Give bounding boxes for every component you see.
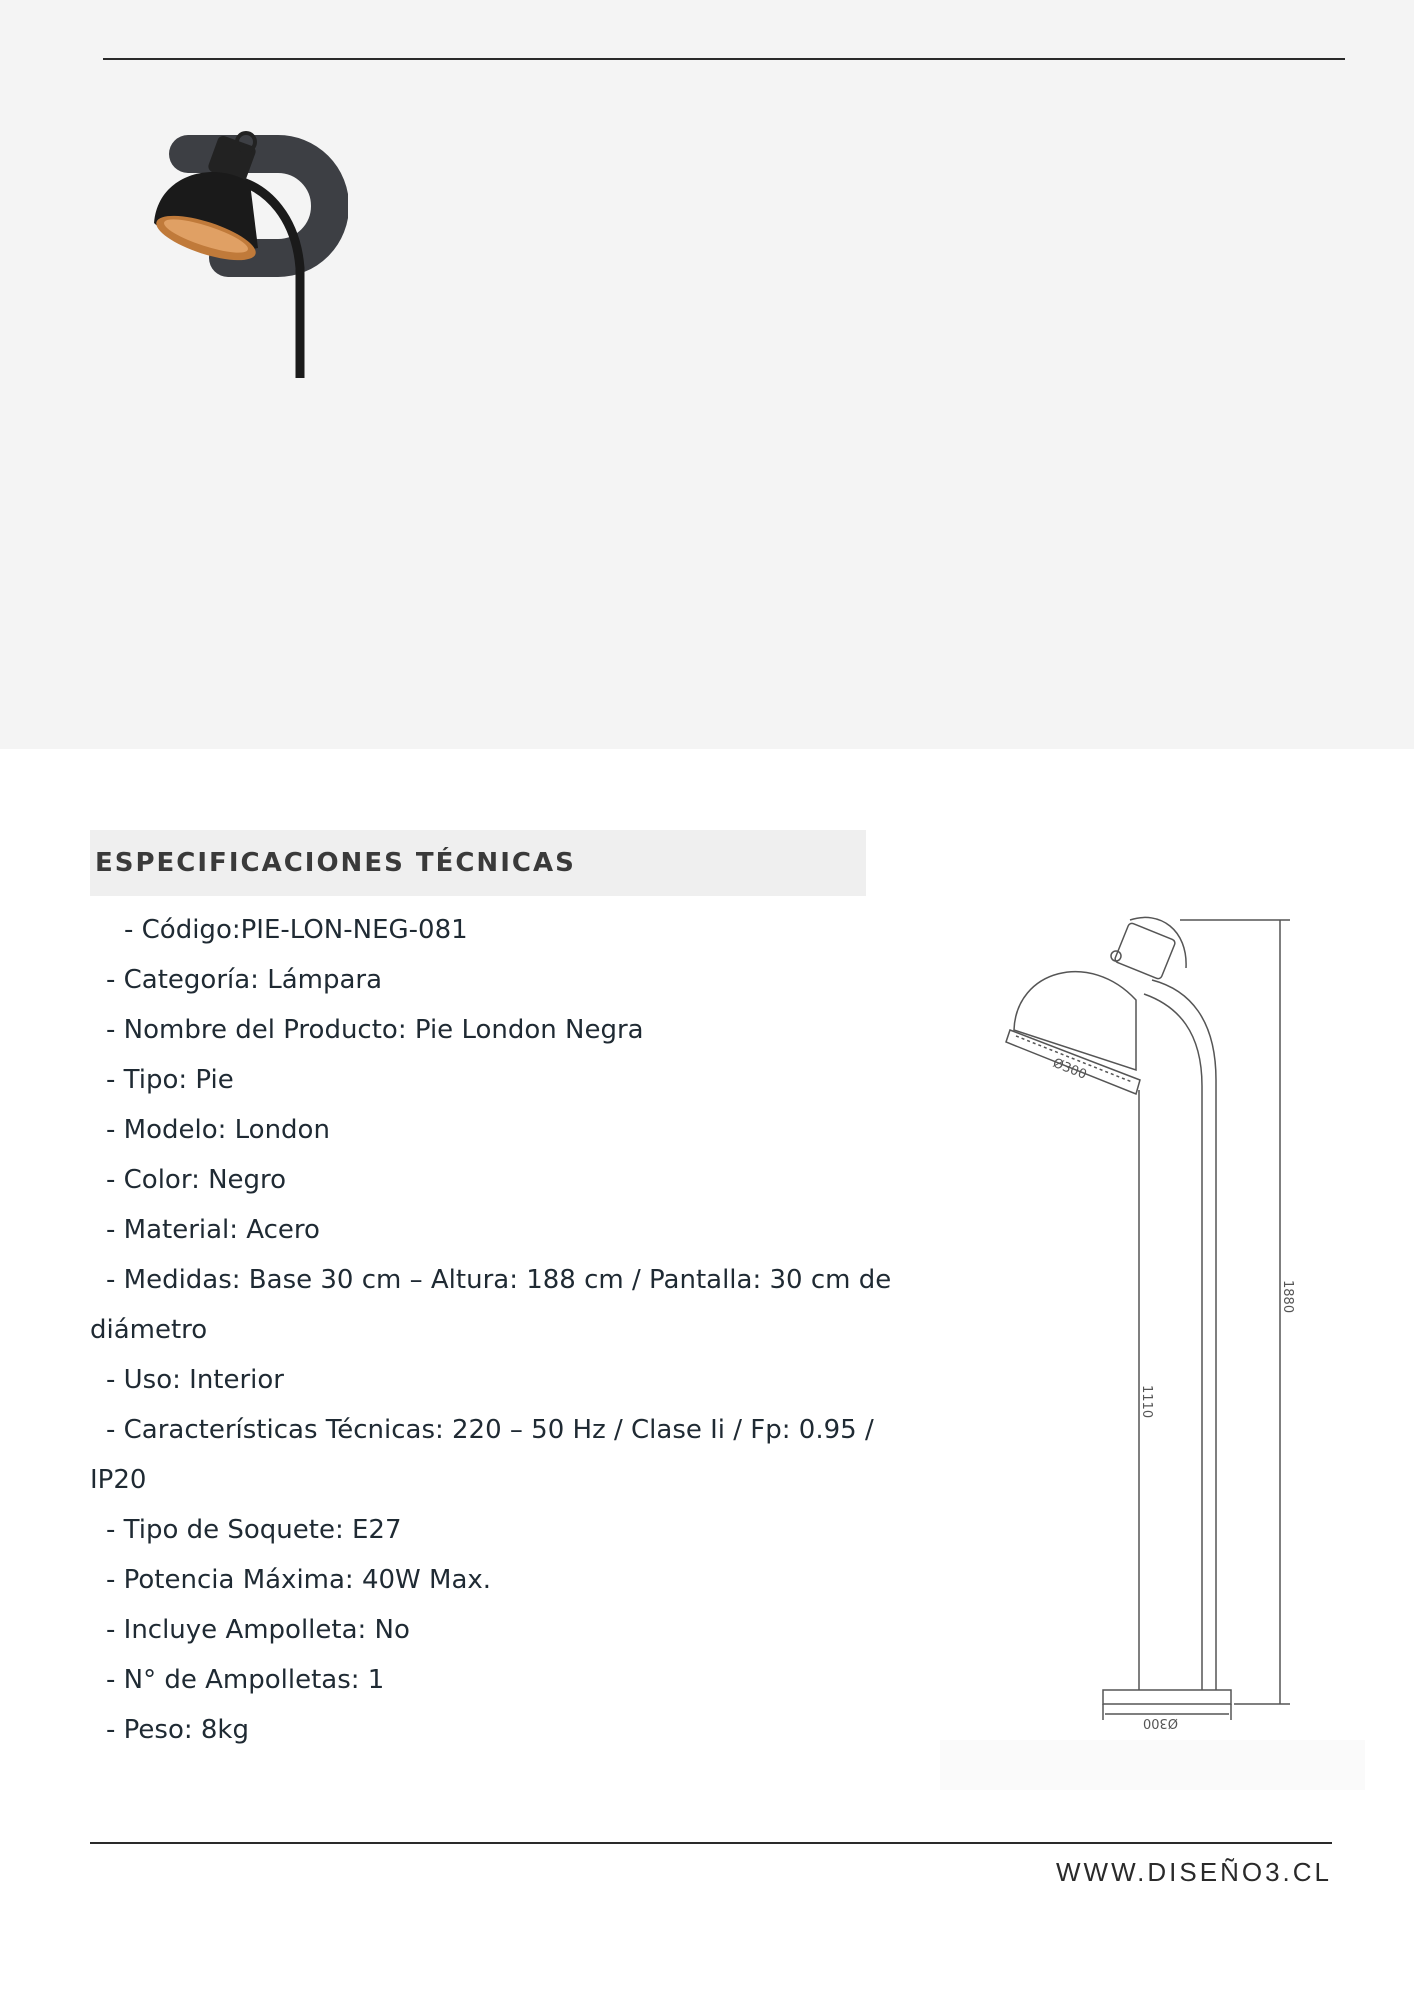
spec-item: - Categoría: Lámpara	[106, 965, 383, 995]
spec-item: - Color: Negro	[106, 1165, 287, 1195]
spec-item: - Modelo: London	[106, 1115, 330, 1145]
spec-item: - Medidas: Base 30 cm – Altura: 188 cm / Pantalla: 30 cm de	[106, 1265, 892, 1295]
spec-item: - N° de Ampolletas: 1	[106, 1665, 385, 1695]
specs-list	[90, 905, 950, 1755]
shade-dimension-label: Ø300	[1050, 1055, 1089, 1083]
spec-item: - Nombre del Producto: Pie London Negra	[106, 1015, 644, 1045]
top-divider	[103, 58, 1345, 60]
website-link[interactable]: WWW.DISEÑO3.CL	[1055, 1857, 1332, 1887]
spec-item: - Tipo de Soquete: E27	[106, 1515, 402, 1545]
spec-item-continued: IP20	[90, 1465, 147, 1495]
spec-item-continued: diámetro	[90, 1315, 208, 1345]
spec-item: - Uso: Interior	[106, 1365, 285, 1395]
brand-logo-icon	[128, 128, 348, 378]
spec-item: - Material: Acero	[106, 1215, 320, 1245]
technical-drawing	[940, 890, 1365, 1790]
spec-item: - Tipo: Pie	[106, 1065, 234, 1095]
spec-item: - Incluye Ampolleta: No	[106, 1615, 410, 1645]
height-dimension-label: 1880	[1280, 1280, 1295, 1314]
bottom-divider	[90, 1842, 1332, 1844]
specs-header	[90, 830, 866, 896]
spec-item: - Características Técnicas: 220 – 50 Hz / Clase Ii / Fp: 0.95 /	[106, 1415, 874, 1445]
pole-dimension-label: 1110	[1139, 1385, 1154, 1419]
specs-heading: ESPECIFICACIONES TÉCNICAS	[95, 848, 576, 878]
spec-item: - Potencia Máxima: 40W Max.	[106, 1565, 492, 1595]
spec-item: - Peso: 8kg	[106, 1715, 249, 1745]
spec-item: - Código:PIE-LON-NEG-081	[124, 915, 468, 945]
base-dimension-label: Ø300	[1142, 1715, 1178, 1730]
